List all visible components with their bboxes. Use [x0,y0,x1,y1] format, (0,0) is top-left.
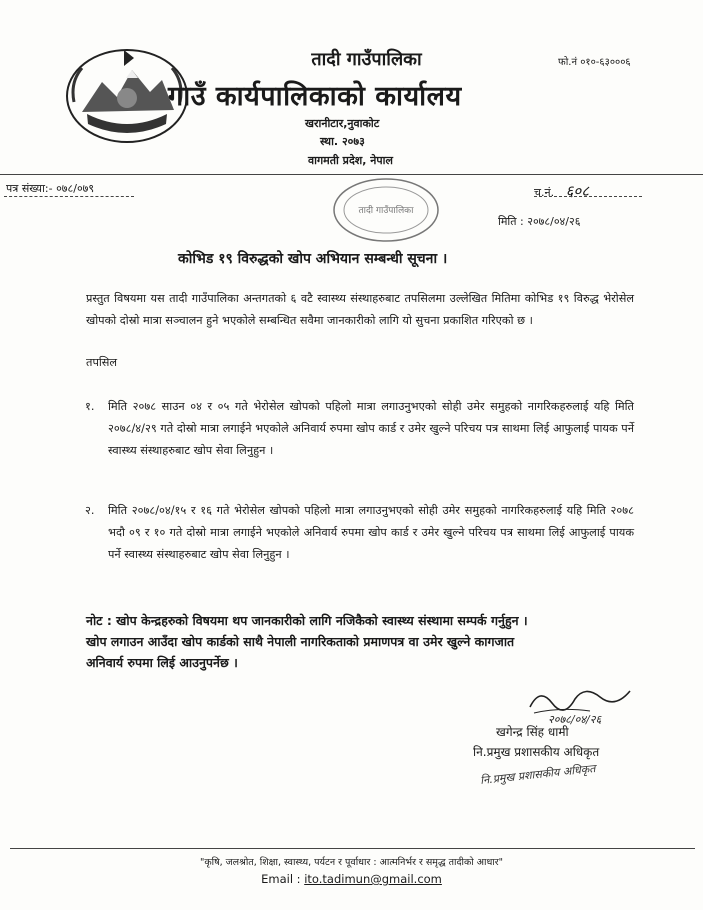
handwritten-signature [520,677,640,727]
intro-paragraph: प्रस्तुत विषयमा यस तादी गाउँपालिका अन्तगतको ६ वटै स्वास्थ्य संस्थाहरुबाट तपसिलमा उल्लेखित मितिमा कोभिड १९ विरुद्ध भेरोसेल खोपको दोस्रो मात्रा सञ्चालन हुने भएकोले सम्बन्धित सवैमा जानकारीको लागि यो सुचना प्रकाशित गरिएको छ । [86,292,634,327]
signatory-title: नि.प्रमुख प्रशासकीय अधिकृत [473,745,600,759]
municipality-name: तादी गाउँपालिका [311,49,422,70]
schedule-item-1 [86,396,634,462]
schedule-item-2 [86,500,634,566]
province-line: वागमती प्रदेश, नेपाल [308,154,393,167]
signature-date: २०७८/०४/२६ [548,713,602,726]
email-link[interactable]: ito.tadimun@gmail.com [304,872,442,886]
reg-underline [534,196,642,197]
note-line-1: नोट : खोप केन्द्रहरुको विषयमा थप जानकारीको लागि नजिकैको स्वास्थ्य संस्थामा सम्पर्क गर्नुहुन । [86,613,528,628]
item-text: मिति २०७८ साउन ०४ र ०५ गते भेरोसेल खोपको पहिलो मात्रा लगाउनुभएको सोही उमेर समुहको नागरिकहरुलाई यहि मिति २०७८/४/२९ गते दोस्रो मात्रा लगाईने भएकोले अनिवार्य रुपमा खोप कार्ड र उमेर खुल्ने परिचय पत्र साथमा लिई आफुलाई पायक पर्ने स्वास्थ्य संस्थाहरुबाट खोप सेवा लिनुहुन । [108,400,634,457]
item-number: २. [85,504,95,517]
email-label: Email : [261,872,301,886]
letter-date: मिति : २०७८/०४/२६ [498,215,581,228]
reference-number: पत्र संख्या:- ०७८/०७९ [6,182,95,195]
office-seal-stamp [330,175,442,245]
registration-number [534,181,589,201]
office-name: गाउँ कार्यपालिकाको कार्यालय [168,81,462,112]
tapasil-label: तपसिल [86,356,118,369]
item-text: मिति २०७८/०४/१५ र १६ गते भेरोसेल खोपको पहिलो मात्रा लगाउनुभएको सोही उमेर समुहको नागरिकहरुलाई यहि मिति २०७८ भदौ ०९ र १० गते दोस्रो मात्रा लगाईने भएकोले अनिवार्य रुपमा खोप कार्ड र उमेर खुल्ने परिचय पत्र साथमा लिई आफुलाई पायक पर्ने स्वास्थ्य संस्थाहरुबाट खोप सेवा लिनुहुन । [108,504,634,561]
designation-stamp: नि.प्रमुख प्रशासकीय अधिकृत [479,761,597,788]
ref-underline [4,196,134,197]
footer-email [0,872,703,886]
footer-divider [10,848,695,849]
item-number: १. [85,400,95,413]
note-line-3: अनिवार्य रुपमा लिई आउनुपर्नेछ । [86,655,238,670]
notice-subject: कोभिड १९ विरुद्धको खोप अभियान सम्बन्धी सूचना । [178,251,448,267]
office-address: खरानीटार,नुवाकोट [305,117,380,130]
reg-label: च.नं. [534,186,555,199]
reg-handwritten: ६०८ [565,182,589,200]
phone-number: फो.नं ०१०-६३०००६ [558,57,631,68]
signatory-name: खगेन्द्र सिंह धामी [496,725,569,739]
note-line-2: खोप लगाउन आउँदा खोप कार्डको साथै नेपाली नागरिकताको प्रमाणपत्र वा उमेर खुल्ने कागजात [86,634,515,649]
established-year: स्था. २०७३ [320,135,365,148]
seal-text: तादी गाउँपालिका [358,206,414,216]
footer-slogan: "कृषि, जलश्रोत, शिक्षा, स्वास्थ्य, पर्यटन र पूर्वाधार : आत्मनिर्भर र समृद्ध तादीको आधार" [199,857,504,868]
